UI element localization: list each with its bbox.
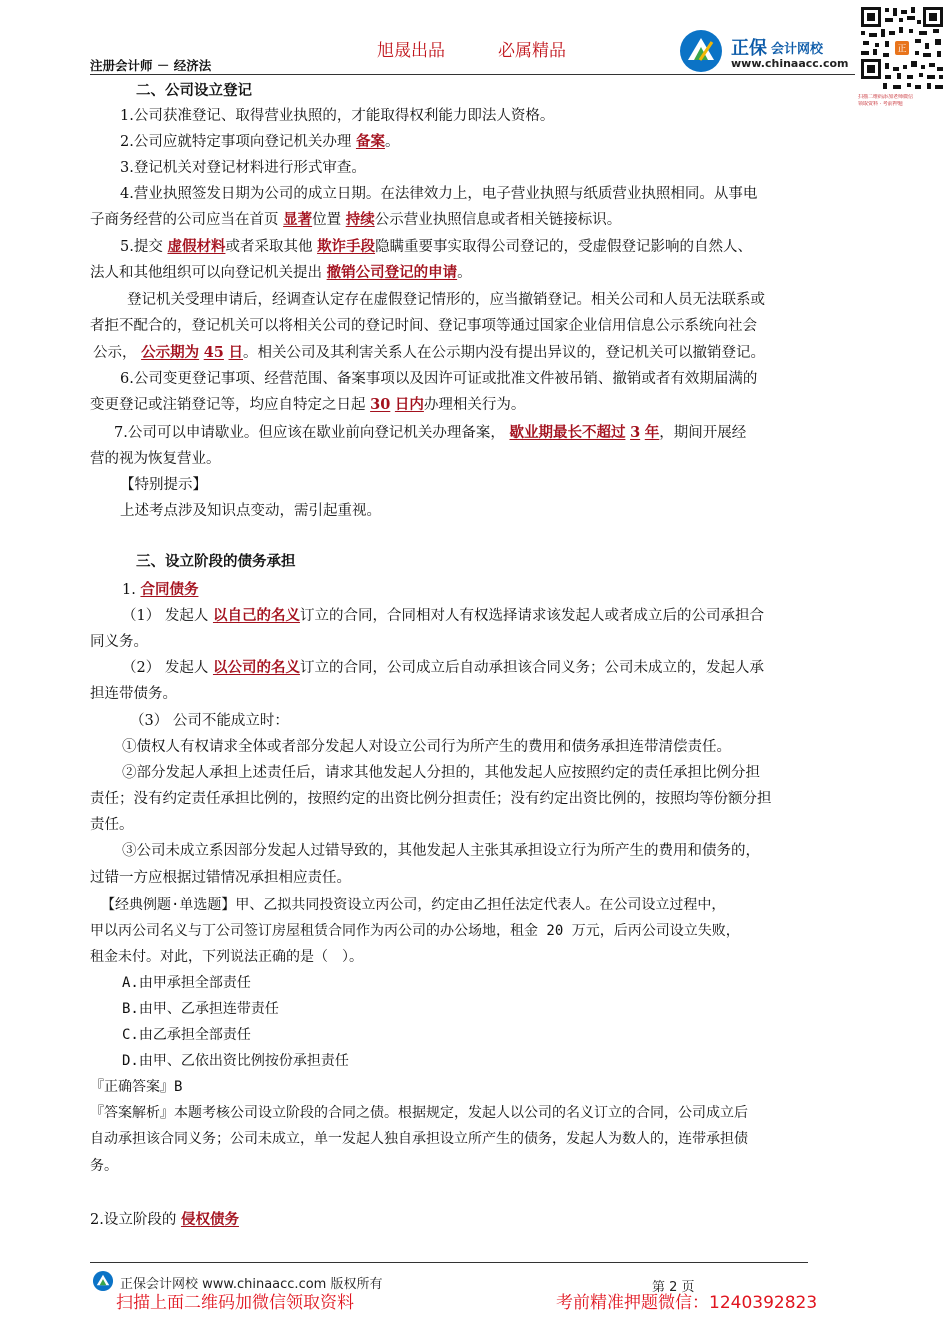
key-term: 以自己的名义 bbox=[212, 607, 300, 624]
text-span: 公示， bbox=[93, 345, 142, 361]
text-line bbox=[90, 317, 757, 335]
example-line bbox=[122, 1052, 349, 1070]
header-tag-2: 必属精品 bbox=[498, 41, 566, 61]
text-span: 『正确答案』B bbox=[90, 1079, 183, 1095]
footer-copyright: 正保会计网校 www.chinaacc.com 版权所有 bbox=[120, 1277, 383, 1292]
key-term: 持续 bbox=[345, 211, 375, 228]
text-span: 2.设立阶段的 bbox=[90, 1212, 181, 1228]
example-line bbox=[90, 1078, 182, 1096]
example-line bbox=[90, 948, 363, 966]
text-span: 『答案解析』本题考核公司设立阶段的合同之债。根据规定，发起人以公司的名义订立的合同，公司成立后 bbox=[90, 1105, 748, 1121]
text-line bbox=[90, 816, 134, 834]
key-term: 45 bbox=[203, 344, 224, 361]
key-term: 30 bbox=[370, 396, 391, 413]
text-line bbox=[90, 264, 472, 282]
text-span: B.由甲、乙承担连带责任 bbox=[122, 1001, 279, 1017]
text-span: 隐瞒重要事实取得公司登记的，受虚假登记影响的自然人、 bbox=[375, 239, 753, 255]
text-span: 公示营业执照信息或者相关链接标识。 bbox=[374, 212, 622, 228]
text-line bbox=[93, 344, 765, 362]
text-span: ，期间开展经 bbox=[659, 425, 747, 441]
footer-page-number: 第 2 页 bbox=[652, 1280, 695, 1295]
key-term: 欺诈手段 bbox=[317, 238, 376, 255]
example-line bbox=[90, 1157, 118, 1175]
example-line bbox=[122, 1026, 251, 1044]
chinaacc-logo bbox=[678, 30, 856, 74]
text-line bbox=[120, 107, 554, 125]
key-term: 合同债务 bbox=[140, 581, 199, 598]
text-span: 担连带债务。 bbox=[90, 686, 177, 702]
text-span: 或者采取其他 bbox=[225, 239, 318, 255]
text-span: 过错一方应根据过错情况承担相应责任。 bbox=[90, 870, 351, 886]
text-line bbox=[90, 396, 525, 414]
text-span: 4.营业执照签发日期为公司的成立日期。在法律效力上，电子营业执照与纸质营业执照相同。从事电 bbox=[120, 186, 758, 202]
text-line bbox=[122, 581, 198, 599]
key-term: 日内 bbox=[394, 396, 424, 413]
text-span: 登记机关受理申请后，经调查认定存在虚假登记情形的，应当撤销登记。相关公司和人员无法联系或 bbox=[127, 292, 765, 308]
header-course-label: 注册会计师 － 经济法 bbox=[90, 58, 212, 73]
key-term: 侵权债务 bbox=[180, 1211, 239, 1228]
text-span: 3.登记机关对登记材料进行形式审查。 bbox=[120, 160, 366, 176]
logo-name: 正保 bbox=[731, 38, 767, 59]
header-rule bbox=[90, 74, 855, 75]
logo-url: www.chinaacc.com bbox=[731, 57, 849, 70]
text-span: 自动承担该合同义务；公司未成立，单一发起人独自承担设立所产生的债务，发起人为数人的，连带承担债 bbox=[90, 1131, 748, 1147]
qr-caption-1: 扫描二维码添加老师微信 bbox=[858, 94, 914, 100]
text-span: 办理相关行为。 bbox=[423, 397, 526, 413]
key-term: 撤销公司登记的申请 bbox=[326, 264, 458, 281]
text-span: 。 bbox=[384, 134, 400, 150]
text-line bbox=[127, 291, 765, 309]
text-span: （1） 发起人 bbox=[122, 608, 213, 624]
text-span: 者拒不配合的，登记机关可以将相关公司的登记时间、登记事项等通过国家企业信用信息公示系统向社会 bbox=[90, 318, 757, 334]
text-span: 1. bbox=[122, 582, 141, 598]
text-span: 6.公司变更登记事项、经营范围、备案事项以及因许可证或批准文件被吊销、撤销或者有效期届满的 bbox=[120, 371, 758, 387]
text-line bbox=[120, 238, 752, 256]
text-span: 位置 bbox=[312, 212, 346, 228]
text-line bbox=[120, 133, 399, 151]
text-line bbox=[122, 738, 731, 756]
text-span: 责任。 bbox=[90, 817, 134, 833]
section-heading bbox=[136, 82, 252, 100]
text-span: 5.提交 bbox=[120, 239, 168, 255]
text-span: 上述考点涉及知识点变动，需引起重视。 bbox=[120, 503, 381, 519]
text-line bbox=[90, 790, 772, 808]
example-line bbox=[90, 1130, 748, 1148]
example-line bbox=[90, 922, 740, 940]
text-span: 营的视为恢复营业。 bbox=[90, 451, 221, 467]
logo-sub: 会计网校 bbox=[771, 42, 824, 57]
text-line bbox=[122, 607, 764, 625]
example-line bbox=[122, 1000, 279, 1018]
text-span: 【特别提示】 bbox=[120, 477, 207, 493]
key-term: 以公司的名义 bbox=[212, 659, 300, 676]
text-span: 甲以丙公司名义与丁公司签订房屋租赁合同作为丙公司的办公场地，租金 20 万元，后丙公司设立失败， bbox=[90, 923, 740, 939]
text-span: A.由甲承担全部责任 bbox=[122, 975, 251, 991]
text-line bbox=[90, 1211, 239, 1229]
text-line bbox=[120, 159, 366, 177]
text-line bbox=[120, 370, 757, 388]
text-span: C.由乙承担全部责任 bbox=[122, 1027, 251, 1043]
key-term: 显著 bbox=[283, 211, 313, 228]
text-span: 子商务经营的公司应当在首页 bbox=[90, 212, 284, 228]
example-line bbox=[122, 974, 251, 992]
key-term: 日 bbox=[228, 344, 244, 361]
text-line bbox=[90, 633, 148, 651]
key-term: 虚假材料 bbox=[167, 238, 226, 255]
qr-code-icon bbox=[858, 4, 946, 92]
section-heading bbox=[136, 553, 296, 571]
svg-text:正: 正 bbox=[897, 44, 907, 55]
text-span: 2.公司应就特定事项向登记机关办理 bbox=[120, 134, 356, 150]
text-span: 同义务。 bbox=[90, 634, 148, 650]
text-line bbox=[122, 842, 760, 860]
text-span: 三、设立阶段的债务承担 bbox=[136, 554, 296, 570]
text-span: 法人和其他组织可以向登记机关提出 bbox=[90, 265, 327, 281]
text-line bbox=[122, 659, 764, 677]
text-span: 。 bbox=[457, 265, 472, 281]
text-span: D.由甲、乙依出资比例按份承担责任 bbox=[122, 1053, 349, 1069]
qr-code bbox=[858, 4, 946, 107]
text-span: ①债权人有权请求全体或者部分发起人对设立公司行为所产生的费用和债务承担连带清偿责任。 bbox=[122, 739, 731, 755]
footer-rule bbox=[90, 1262, 808, 1263]
text-span: 订立的合同，公司成立后自动承担该合同义务；公司未成立的，发起人承 bbox=[299, 660, 764, 676]
text-span: （2） 发起人 bbox=[122, 660, 213, 676]
text-span: 租金未付。对此，下列说法正确的是（ ）。 bbox=[90, 949, 363, 965]
key-term: 公示期为 bbox=[141, 344, 200, 361]
text-line bbox=[130, 712, 289, 730]
footer-promo-right: 考前精准押题微信：1240392823 bbox=[556, 1293, 818, 1313]
qr-caption-2: 领取资料 · 考前押题 bbox=[858, 101, 903, 107]
footer-logo-icon bbox=[92, 1270, 114, 1292]
text-span: 。相关公司及其利害关系人在公示期内没有提出异议的，登记机关可以撤销登记。 bbox=[243, 345, 766, 361]
text-line bbox=[90, 211, 621, 229]
logo-mark-icon bbox=[678, 28, 724, 74]
text-span: 7.公司可以申请歇业。但应该在歇业前向登记机关办理备案， bbox=[114, 425, 510, 441]
key-term: 3 bbox=[630, 424, 641, 441]
text-span: 【经典例题·单选题】甲、乙拟共同投资设立丙公司，约定由乙担任法定代表人。在公司设立过程中， bbox=[101, 897, 726, 913]
key-term: 备案 bbox=[355, 133, 385, 150]
text-line bbox=[90, 869, 351, 887]
text-span: 务。 bbox=[90, 1158, 118, 1174]
text-line bbox=[120, 502, 381, 520]
text-line bbox=[120, 476, 207, 494]
example-line bbox=[90, 1104, 748, 1122]
key-term: 歇业期最长不超过 bbox=[509, 424, 626, 441]
text-line bbox=[122, 764, 760, 782]
text-line bbox=[90, 685, 177, 703]
text-span: 订立的合同，合同相对人有权选择请求该发起人或者成立后的公司承担合 bbox=[299, 608, 764, 624]
text-span: 1.公司获准登记、取得营业执照的，才能取得权利能力即法人资格。 bbox=[120, 108, 555, 124]
key-term: 年 bbox=[644, 424, 660, 441]
example-line bbox=[101, 896, 725, 914]
text-span: ②部分发起人承担上述责任后，请求其他发起人分担的，其他发起人应按照约定的责任承担比例分担 bbox=[122, 765, 760, 781]
text-span: 责任；没有约定责任承担比例的，按照约定的出资比例分担责任；没有约定出资比例的，按照均等份额分担 bbox=[90, 791, 772, 807]
text-line bbox=[120, 185, 757, 203]
text-span: 二、公司设立登记 bbox=[136, 83, 252, 99]
text-span: （3） 公司不能成立时： bbox=[130, 713, 289, 729]
footer-promo-left: 扫描上面二维码加微信领取资料 bbox=[116, 1293, 354, 1313]
text-span: ③公司未成立系因部分发起人过错导致的，其他发起人主张其承担设立行为所产生的费用和债务的， bbox=[122, 843, 760, 859]
header-tag-1: 旭晟出品 bbox=[377, 41, 445, 61]
text-span: 变更登记或注销登记等，均应自特定之日起 bbox=[90, 397, 371, 413]
text-line bbox=[90, 450, 221, 468]
text-line bbox=[114, 424, 746, 442]
